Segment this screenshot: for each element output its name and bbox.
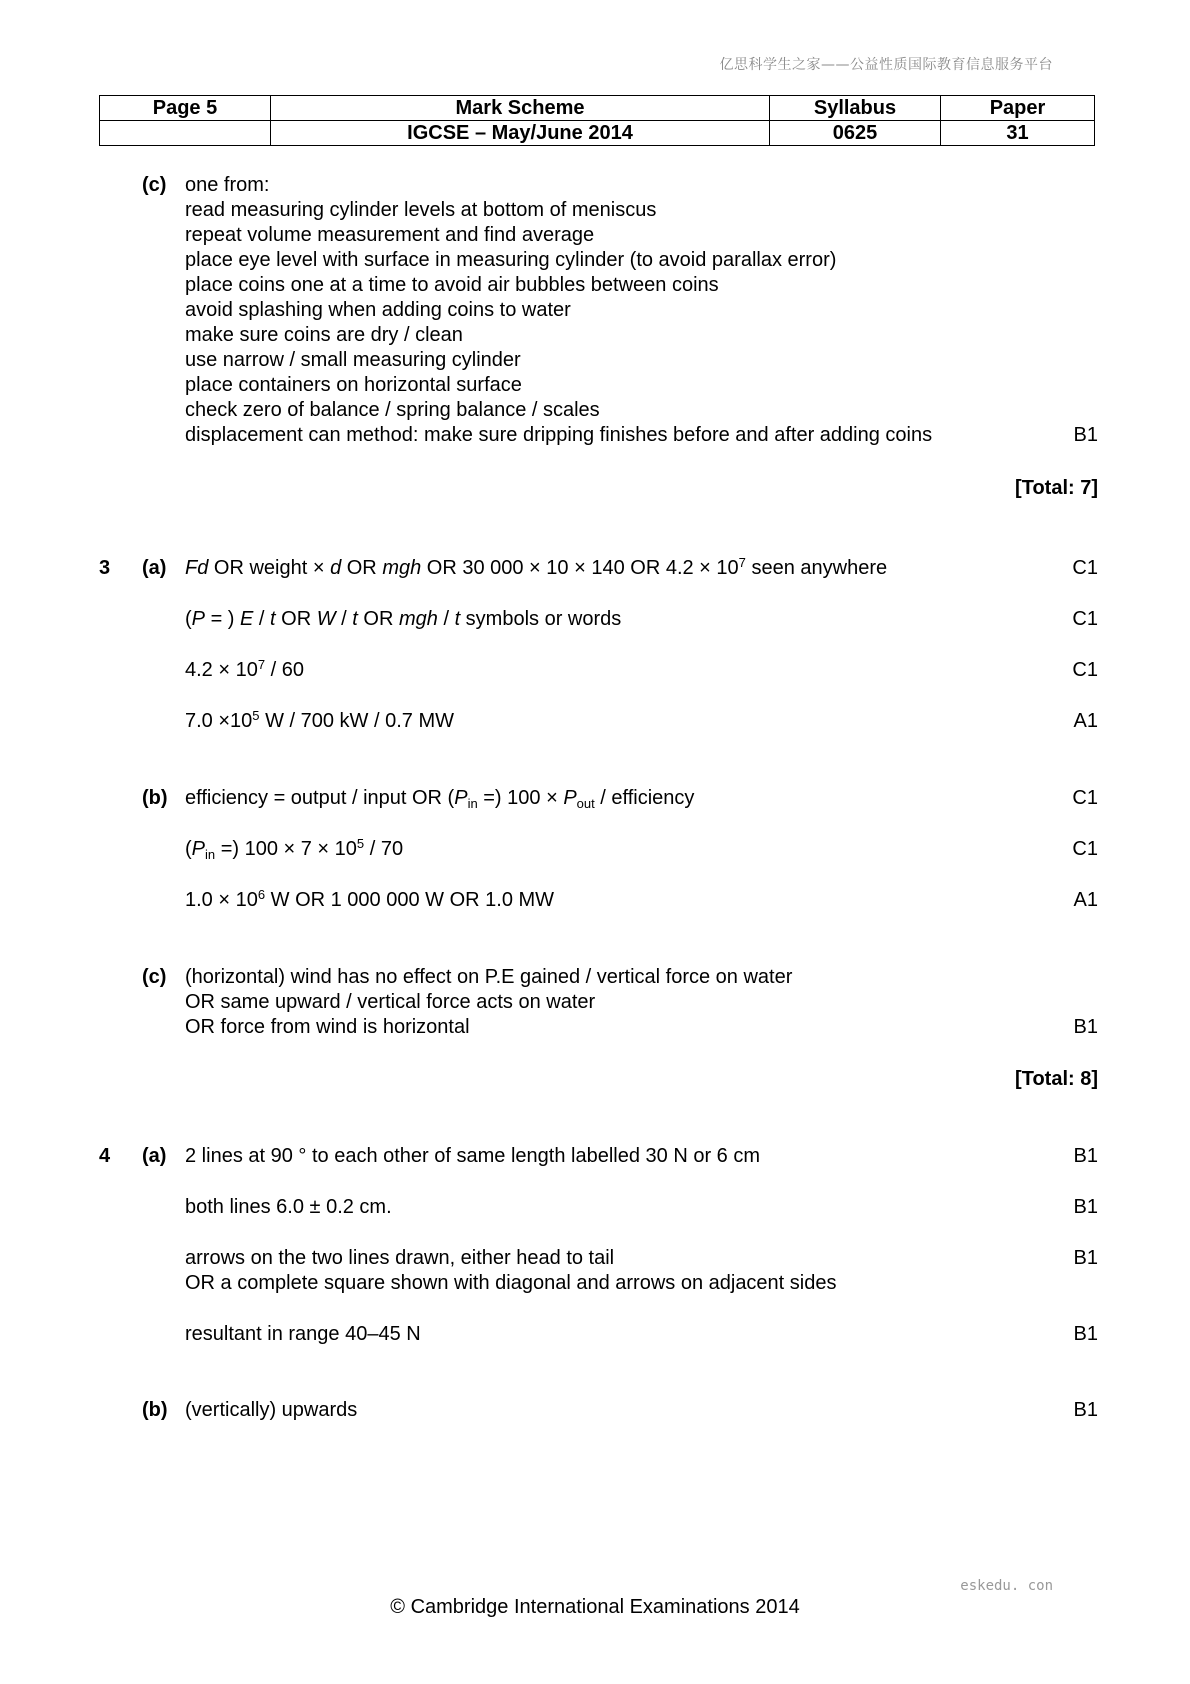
q4a-line: arrows on the two lines drawn, either head to tail (185, 1247, 615, 1269)
q3b-mark-3: A1 (1073, 889, 1098, 911)
q4a-line: resultant in range 40–45 N (185, 1323, 421, 1345)
q2c-mark: B1 (1073, 424, 1098, 446)
q4a-item-2 (185, 1195, 392, 1220)
q4b-mark: B1 (1073, 1399, 1098, 1421)
q3c-line: (horizontal) wind has no effect on P.E gained / vertical force on water (185, 966, 793, 988)
q3a-line-1: Fd OR weight × d OR mgh OR 30 000 × 10 × 140 OR $4.2 \times 10^7$ seen anywhere (185, 555, 888, 579)
footer-copyright: © Cambridge International Examinations 2014 (390, 1596, 800, 1618)
q3c-part-label: (c) (142, 966, 167, 988)
q3a-line-2: (P = ) E / t OR W / t OR mgh / t symbols or words (185, 608, 622, 630)
q2c-line: check zero of balance / spring balance / scales (185, 399, 600, 421)
q3a-mark-2: C1 (1072, 608, 1098, 630)
q2c-line: place containers on horizontal surface (185, 374, 522, 396)
q4a-mark-2: B1 (1073, 1196, 1098, 1218)
q2c-line: use narrow / small measuring cylinder (185, 349, 521, 371)
q4b-answer (185, 1398, 357, 1423)
header-paper-label: Paper (941, 96, 1095, 121)
q3a-mark-3: C1 (1072, 659, 1098, 681)
q4b-part-label: (b) (142, 1399, 168, 1421)
header-exam: IGCSE – May/June 2014 (271, 121, 770, 146)
q2c-line: one from: (185, 174, 270, 196)
q2c-answer-lines (185, 173, 932, 448)
q3c-answer-lines (185, 965, 792, 1040)
q2c-line: repeat volume measurement and find average (185, 224, 595, 246)
q4a-item-4 (185, 1322, 421, 1347)
q2c-line: make sure coins are dry / clean (185, 324, 463, 346)
header-table (99, 95, 1095, 146)
q3a-mark-4: A1 (1073, 710, 1098, 732)
header-syllabus-label: Syllabus (770, 96, 941, 121)
q3a-mark-1: C1 (1072, 557, 1098, 579)
q4a-part-label: (a) (142, 1145, 167, 1167)
watermark-bottom: eskedu. con (960, 1578, 1053, 1594)
header-row-2 (100, 121, 1095, 146)
q4a-mark-3: B1 (1073, 1247, 1098, 1269)
header-row-1 (100, 96, 1095, 121)
q4b-line: (vertically) upwards (185, 1399, 358, 1421)
q3b-part-label: (b) (142, 787, 168, 809)
q3a-line-3: $4.2 \times 10^7 / 60$ (185, 657, 304, 681)
q3b-line-1: efficiency = output / input OR ($P_{in}$ =) $100 \times P_{out}$ / efficiency (185, 787, 695, 811)
q3b-mark-2: C1 (1072, 838, 1098, 860)
q3-number: 3 (99, 557, 111, 579)
q2c-line: place eye level with surface in measuring cylinder (to avoid parallax error) (185, 249, 837, 271)
q3b-line-2: ($P_{in}$ =) $100 \times 7 \times 10^5 / 70$ (185, 836, 404, 862)
q4a-item-3 (185, 1246, 836, 1296)
watermark-top: 亿思科学生之家——公益性质国际教育信息服务平台 (719, 57, 1053, 73)
q4-number: 4 (99, 1145, 111, 1167)
header-paper-number: 31 (941, 121, 1095, 146)
q4a-line: both lines 6.0 ± 0.2 cm. (185, 1196, 392, 1218)
q4a-line: 2 lines at 90 ° to each other of same length labelled 30 N or 6 cm (185, 1145, 760, 1167)
q3c-mark: B1 (1073, 1016, 1098, 1038)
q3a-part-label: (a) (142, 557, 167, 579)
q3c-line: OR force from wind is horizontal (185, 1016, 470, 1038)
header-page: Page 5 (100, 96, 271, 121)
q2c-part-label: (c) (142, 174, 167, 196)
q3c-line: OR same upward / vertical force acts on water (185, 991, 596, 1013)
q3a-line-4: $7.0 \times 10^5$ W / 700 kW / 0.7 MW (185, 708, 455, 732)
q4a-mark-4: B1 (1073, 1323, 1098, 1345)
header-empty-cell (100, 121, 271, 146)
q2c-line: read measuring cylinder levels at bottom of meniscus (185, 199, 657, 221)
q4a-line: OR a complete square shown with diagonal and arrows on adjacent sides (185, 1272, 837, 1294)
header-syllabus-code: 0625 (770, 121, 941, 146)
q2c-line: place coins one at a time to avoid air bubbles between coins (185, 274, 719, 296)
q3b-mark-1: C1 (1072, 787, 1098, 809)
q2c-line: displacement can method: make sure dripping finishes before and after adding coins (185, 424, 933, 446)
q2-total: [Total: 7] (1015, 477, 1098, 499)
q3b-line-3: $1.0 \times 10^6$ W OR 1 000 000 W OR 1.0 MW (185, 887, 555, 911)
q4a-mark-1: B1 (1073, 1145, 1098, 1167)
q3-total: [Total: 8] (1015, 1068, 1098, 1090)
header-title: Mark Scheme (271, 96, 770, 121)
q4a-item-1 (185, 1144, 760, 1169)
q2c-line: avoid splashing when adding coins to water (185, 299, 571, 321)
